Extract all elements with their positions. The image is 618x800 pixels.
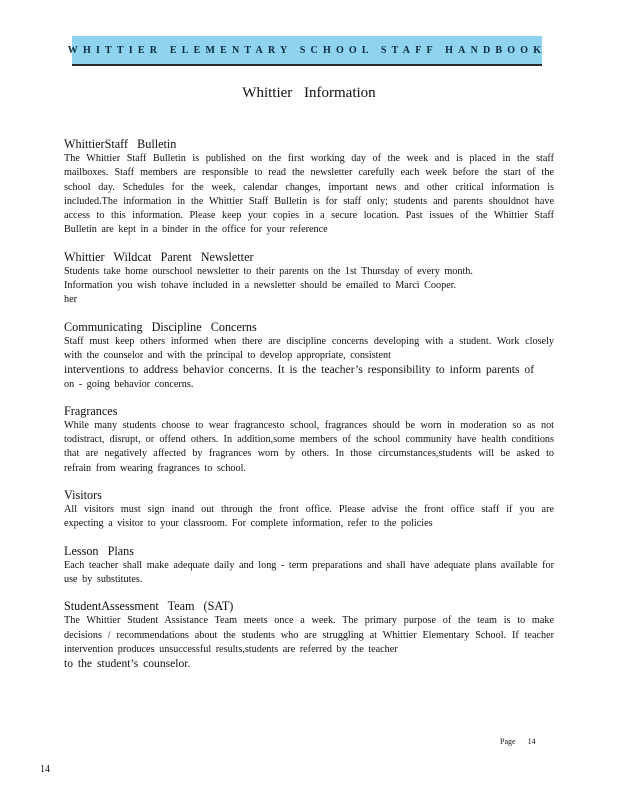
paragraph-line: on - going behavior concerns. xyxy=(64,378,194,390)
paragraph: All visitors must sign inand out through the front office. Please advise the front office staff if you are expecting a visitor to your classroom. For complete information, refer to the policies xyxy=(64,504,554,530)
paragraph-line: interventions to address behavior concerns. It is the teacher’s responsibility to inform parents of xyxy=(64,363,535,377)
section-heading: StudentAssessment Team (SAT) xyxy=(64,599,234,614)
section-parent-newsletter xyxy=(64,250,554,308)
paragraph: Each teacher shall make adequate daily and long - term preparations and shall have adequate plans available for use by substitutes. xyxy=(64,559,554,585)
section-fragrances xyxy=(64,404,554,476)
footer-page-indicator xyxy=(500,737,536,746)
paragraph-line: to the student’s counselor. xyxy=(64,657,191,671)
section-heading: Communicating Discipline Concerns xyxy=(64,319,257,334)
section-discipline-concerns xyxy=(64,320,554,392)
paragraph: The Whittier Staff Bulletin is published on the first working day of the week and is placed in the staff mailboxes. Staff members are responsible to read the newsletter carefully each week before the start of the school day. Schedules for the week, calendar changes, important news and other critical information is included.The information in the Whittier Staff Bulletin is for staff only; students and parents shouldnot have access to this information. Please keep your copies in a secure location. Past issues of the Whittier Staff Bulletin are kept in a binder in the office for your reference xyxy=(64,153,554,236)
page-title: Whittier Information xyxy=(242,85,376,101)
section-heading: Fragrances xyxy=(64,403,118,418)
section-heading: Whittier Wildcat Parent Newsletter xyxy=(64,249,254,264)
document-body xyxy=(64,137,554,683)
section-heading: Visitors xyxy=(64,488,102,503)
paragraph-line: Staff must keep others informed when there are discipline concerns developing with a student. Work closely with the counselor and with the principal to develop appropriate, consistent xyxy=(64,335,554,361)
corner-page-number: 14 xyxy=(40,764,50,775)
paragraph: While many students choose to wear fragrancesto school, fragrances should be worn in moderation so as not todistract, disrupt, or offend others. In addition,some members of the school community have health conditions that are negatively affected by fragrances worn by others. In those circumstances,students will be asked to refrain from wearing fragrances to school. xyxy=(64,419,554,474)
page-label: Page xyxy=(500,737,516,746)
section-visitors xyxy=(64,488,554,532)
paragraph-line: The Whittier Student Assistance Team meets once a week. The primary purpose of the team is to make decisions / recommendations about the students who are struggling at Whittier Elementary School. If teacher intervention produces unsuccessful results,students are referred by the teacher xyxy=(64,615,554,655)
section-sat xyxy=(64,599,554,671)
paragraph-line: Students take home ourschool newsletter to their parents on the 1st Thursday of every month. xyxy=(64,265,473,277)
section-lesson-plans xyxy=(64,544,554,588)
handbook-banner xyxy=(67,36,547,66)
paragraph-line: her xyxy=(64,294,78,306)
paragraph-line: Information you wish tohave included in a newsletter should be emailed to Marci Cooper. xyxy=(64,280,457,292)
banner-text: WHITTIER ELEMENTARY SCHOOL STAFF HANDBOOK xyxy=(67,44,547,56)
page-number: 14 xyxy=(527,737,536,746)
section-staff-bulletin xyxy=(64,137,554,238)
section-heading: WhittierStaff Bulletin xyxy=(64,137,177,151)
section-heading: Lesson Plans xyxy=(64,543,134,558)
